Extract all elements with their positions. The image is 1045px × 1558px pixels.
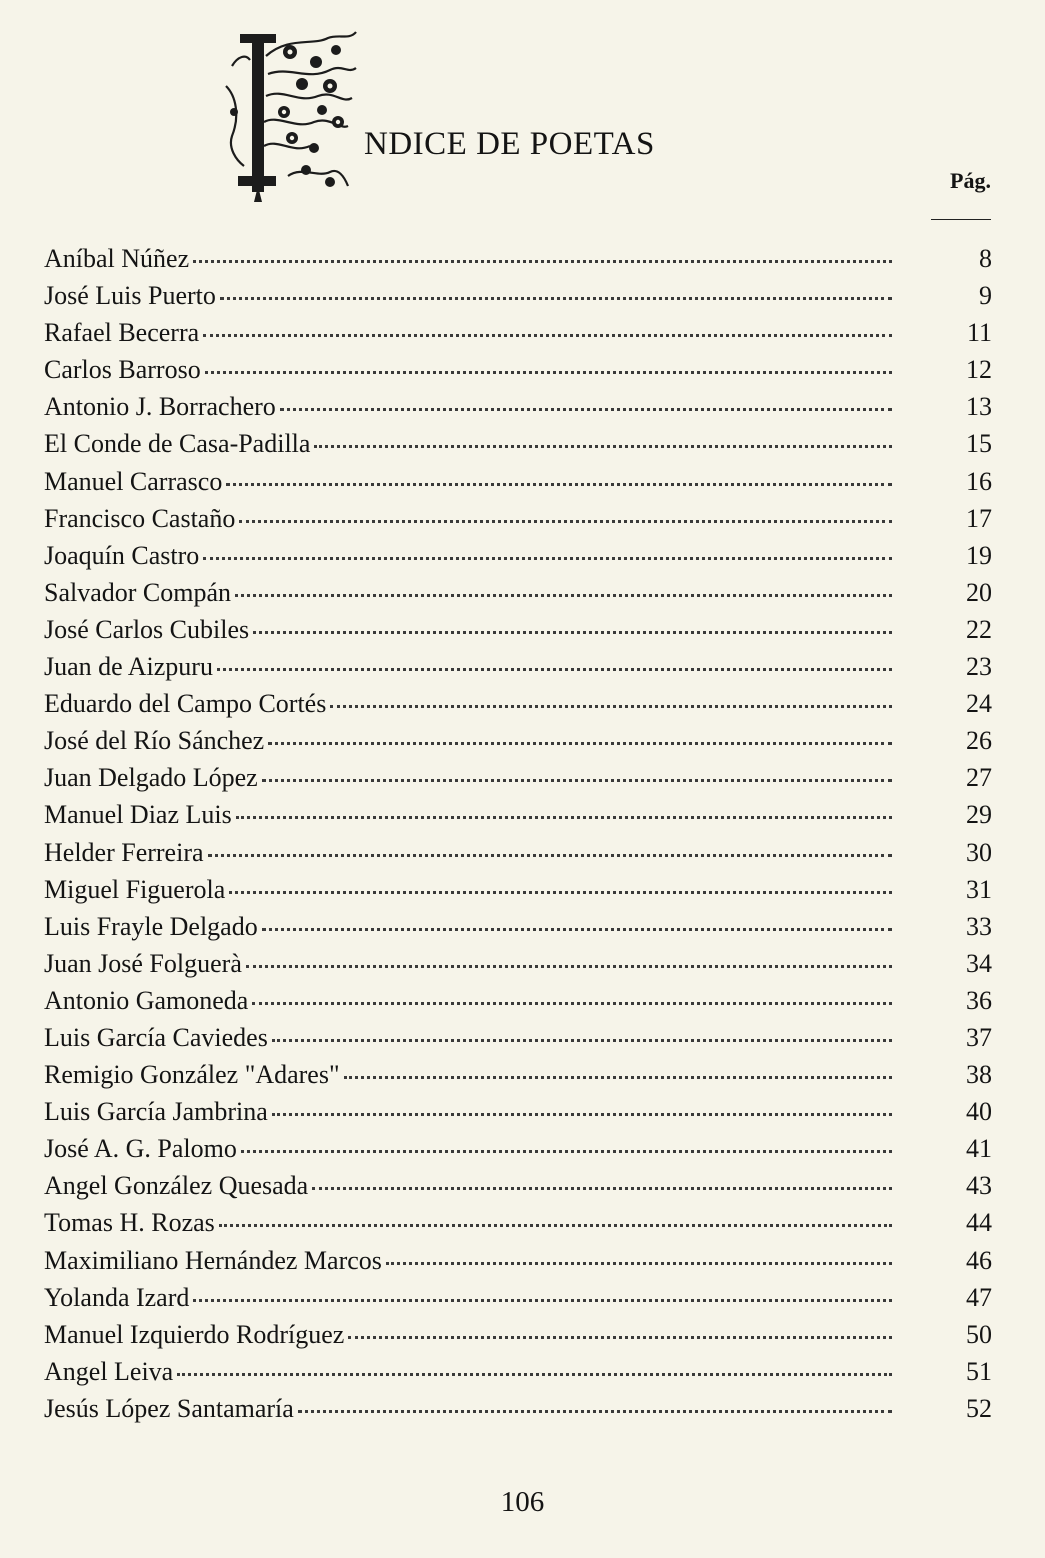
- index-entry[interactable]: [44, 1390, 992, 1427]
- dot-leader: [220, 297, 892, 300]
- dot-leader: [330, 705, 892, 708]
- dot-leader: [208, 854, 892, 857]
- page-reference: 37: [966, 1022, 992, 1052]
- index-entry[interactable]: [44, 1316, 992, 1353]
- poet-name: Juan José Folguerà: [44, 948, 242, 978]
- poet-name: Luis Frayle Delgado: [44, 911, 258, 941]
- dot-leader: [205, 371, 892, 374]
- dot-leader: [177, 1373, 892, 1376]
- index-entry[interactable]: [44, 611, 992, 648]
- ornamental-initial-icon: [218, 26, 360, 204]
- dot-leader: [217, 668, 892, 671]
- poet-name: Jesús López Santamaría: [44, 1393, 294, 1423]
- page-reference: 30: [966, 837, 992, 867]
- page-reference: 20: [966, 577, 992, 607]
- index-entry[interactable]: [44, 648, 992, 685]
- index-entry[interactable]: [44, 1279, 992, 1316]
- poet-name: Joaquín Castro: [44, 540, 200, 570]
- poet-name: José Carlos Cubiles: [44, 614, 250, 644]
- dot-leader: [239, 520, 892, 523]
- index-entry[interactable]: [44, 1167, 992, 1204]
- index-entry[interactable]: [44, 240, 992, 277]
- dot-leader: [262, 928, 892, 931]
- poet-name: Aníbal Núñez: [44, 244, 190, 273]
- poet-name: Rafael Becerra: [44, 318, 200, 348]
- dot-leader: [246, 965, 892, 968]
- dot-leader: [226, 483, 892, 486]
- poet-name: Tomas H. Rozas: [44, 1208, 215, 1238]
- index-entry[interactable]: [44, 314, 992, 351]
- page-reference: 17: [966, 503, 992, 533]
- index-title: NDICE DE POETAS: [364, 126, 655, 162]
- index-entry[interactable]: [44, 574, 992, 611]
- dot-leader: [203, 557, 892, 560]
- page-reference: 36: [966, 985, 992, 1015]
- page-reference: 22: [966, 614, 992, 644]
- index-entry[interactable]: [44, 945, 992, 982]
- poet-name: José Luis Puerto: [44, 281, 216, 311]
- page-reference: 23: [966, 652, 992, 682]
- index-entry[interactable]: [44, 537, 992, 574]
- index-entry[interactable]: [44, 796, 992, 833]
- dot-leader: [229, 891, 892, 894]
- dot-leader: [262, 779, 892, 782]
- index-entry[interactable]: [44, 388, 992, 425]
- dot-leader: [268, 742, 892, 745]
- index-entry[interactable]: [44, 871, 992, 908]
- page-reference: 12: [966, 355, 992, 385]
- index-entry[interactable]: [44, 500, 992, 537]
- dot-leader: [344, 1076, 892, 1079]
- dot-leader: [219, 1224, 892, 1227]
- page-reference: 16: [966, 466, 992, 496]
- page-reference: 43: [966, 1171, 992, 1201]
- page-reference: 11: [966, 318, 992, 348]
- poet-name: Miguel Figuerola: [44, 874, 226, 904]
- dot-leader: [314, 445, 892, 448]
- poet-name: José del Río Sánchez: [44, 726, 265, 756]
- dot-leader: [241, 1150, 892, 1153]
- index-entry[interactable]: [44, 1204, 992, 1241]
- dot-leader: [235, 594, 892, 597]
- index-entry[interactable]: [44, 1353, 992, 1390]
- index-entry[interactable]: [44, 351, 992, 388]
- index-entry[interactable]: [44, 1019, 992, 1056]
- page-column-label: Pág.: [950, 168, 991, 193]
- poet-name: Angel Leiva: [44, 1356, 174, 1386]
- page-reference: 40: [966, 1097, 992, 1127]
- page-reference: 26: [966, 726, 992, 756]
- page-reference: 52: [966, 1393, 992, 1423]
- page-reference: 24: [966, 689, 992, 719]
- poet-name: Carlos Barroso: [44, 355, 201, 385]
- page-reference: 8: [979, 244, 992, 273]
- poet-name: El Conde de Casa-Padilla: [44, 429, 311, 459]
- page-reference: 47: [966, 1282, 992, 1312]
- poet-name: Remigio González "Adares": [44, 1060, 340, 1090]
- dot-leader: [298, 1410, 892, 1413]
- index-entry[interactable]: [44, 1093, 992, 1130]
- dot-leader: [252, 1002, 892, 1005]
- index-entry[interactable]: [44, 834, 992, 871]
- page-number: 106: [500, 1486, 545, 1518]
- dot-leader: [203, 334, 892, 337]
- dot-leader: [280, 408, 892, 411]
- index-entry[interactable]: [44, 685, 992, 722]
- index-entry[interactable]: [44, 425, 992, 462]
- index-entry[interactable]: [44, 759, 992, 796]
- poet-name: Angel González Quesada: [44, 1171, 309, 1201]
- poet-index-list: [44, 240, 992, 1427]
- page-reference: 31: [966, 874, 992, 904]
- dot-leader: [253, 631, 892, 634]
- page-reference: 9: [979, 281, 992, 311]
- page-reference: 15: [966, 429, 992, 459]
- page-reference: 46: [966, 1245, 992, 1275]
- page-reference: 13: [966, 392, 992, 422]
- page-reference: 34: [966, 948, 992, 978]
- index-entry[interactable]: [44, 1056, 992, 1093]
- poet-name: Luis García Jambrina: [44, 1097, 268, 1127]
- poet-name: Francisco Castaño: [44, 503, 236, 533]
- index-entry[interactable]: [44, 982, 992, 1019]
- poet-name: José A. G. Palomo: [44, 1134, 237, 1164]
- dot-leader: [272, 1039, 892, 1042]
- index-entry[interactable]: [44, 1242, 992, 1279]
- index-entry[interactable]: [44, 908, 992, 945]
- page-reference: 51: [966, 1356, 992, 1386]
- poet-name: Juan de Aizpuru: [44, 652, 213, 682]
- page-reference: 19: [966, 540, 992, 570]
- poet-name: Antonio J. Borrachero: [44, 392, 276, 422]
- poet-name: Helder Ferreira: [44, 837, 204, 867]
- dot-leader: [348, 1336, 892, 1339]
- index-entry[interactable]: [44, 1130, 992, 1167]
- dot-leader: [193, 1299, 892, 1302]
- page-reference: 33: [966, 911, 992, 941]
- poet-name: Luis García Caviedes: [44, 1022, 268, 1052]
- poet-name: Manuel Izquierdo Rodríguez: [44, 1319, 345, 1349]
- page-reference: 38: [966, 1060, 992, 1090]
- page-reference: 50: [966, 1319, 992, 1349]
- poet-name: Salvador Compán: [44, 577, 232, 607]
- poet-name: Eduardo del Campo Cortés: [44, 689, 327, 719]
- page-reference: 41: [966, 1134, 992, 1164]
- index-entry[interactable]: [44, 722, 992, 759]
- page-reference: 29: [966, 800, 992, 830]
- poet-name: Manuel Diaz Luis: [44, 800, 232, 830]
- poet-name: Manuel Carrasco: [44, 466, 223, 496]
- dot-leader: [236, 816, 892, 819]
- poet-name: Antonio Gamoneda: [44, 985, 249, 1015]
- index-entry[interactable]: [44, 277, 992, 314]
- poet-name: Juan Delgado López: [44, 763, 258, 793]
- dot-leader: [272, 1113, 892, 1116]
- poet-name: Maximiliano Hernández Marcos: [44, 1245, 382, 1275]
- dot-leader: [312, 1187, 892, 1190]
- dot-leader: [386, 1262, 892, 1265]
- poet-name: Yolanda Izard: [44, 1282, 190, 1312]
- page-reference: 27: [966, 763, 992, 793]
- page-column-rule: [931, 219, 991, 220]
- dot-leader: [193, 260, 892, 263]
- index-entry[interactable]: [44, 463, 992, 500]
- page-reference: 44: [966, 1208, 992, 1238]
